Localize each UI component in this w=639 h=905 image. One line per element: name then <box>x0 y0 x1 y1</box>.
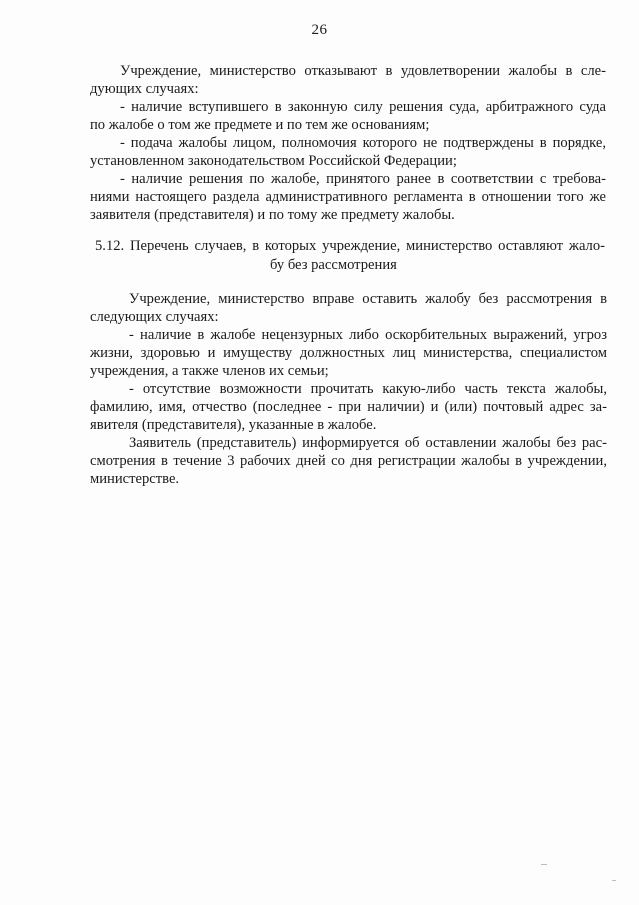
text-line: Учреждение, министерство вправе оставить жалобу без рассмотрения в <box>129 291 607 307</box>
text-line: фамилию, имя, отчество (последнее - при наличии) и (или) почтовый адрес за- <box>90 399 607 415</box>
text-line: жизни, здоровью и имуществу должностных лиц министерства, специалистом <box>90 345 607 361</box>
list-item: - подача жалобы лицом, полномочия которого не подтверждены в порядке, <box>120 135 606 151</box>
scan-artifact <box>612 880 616 881</box>
text-line: смотрения в течение 3 рабочих дней со дня регистрации жалобы в учреждении, <box>90 453 607 469</box>
text-line: заявителя (представителя) и по тому же предмету жалобы. <box>90 207 455 223</box>
heading-line: бу без рассмотрения <box>270 257 397 273</box>
text-line: Учреждение, министерство отказывают в удовлетворении жалобы в сле- <box>120 63 606 79</box>
list-item: - наличие вступившего в законную силу решения суда, арбитражного суда <box>120 99 606 115</box>
scan-artifact <box>541 864 547 865</box>
page-number: 26 <box>311 22 328 38</box>
text-line: учреждения, а также членов их семьи; <box>90 363 329 379</box>
list-item: - наличие в жалобе нецензурных либо оскорбительных выражений, угроз <box>129 327 607 343</box>
text-line: явителя (представителя), указанные в жалобе. <box>90 417 377 433</box>
text-line: следующих случаях: <box>90 309 219 325</box>
text-line: по жалобе о том же предмете и по тем же основаниям; <box>90 117 430 133</box>
list-item: - отсутствие возможности прочитать какую-либо часть текста жалобы, <box>129 381 607 397</box>
text-line: ниями настоящего раздела административного регламента в отношении того же <box>90 189 606 205</box>
heading-line: 5.12. Перечень случаев, в которых учреждение, министерство оставляют жало- <box>95 238 605 254</box>
text-line: установленном законодательством Российской Федерации; <box>90 153 457 169</box>
text-line: дующих случаях: <box>90 81 199 97</box>
text-line: министерстве. <box>90 471 180 487</box>
list-item: - наличие решения по жалобе, принятого ранее в соответствии с требова- <box>120 171 606 187</box>
text-line: Заявитель (представитель) информируется об оставлении жалобы без рас- <box>129 435 607 451</box>
